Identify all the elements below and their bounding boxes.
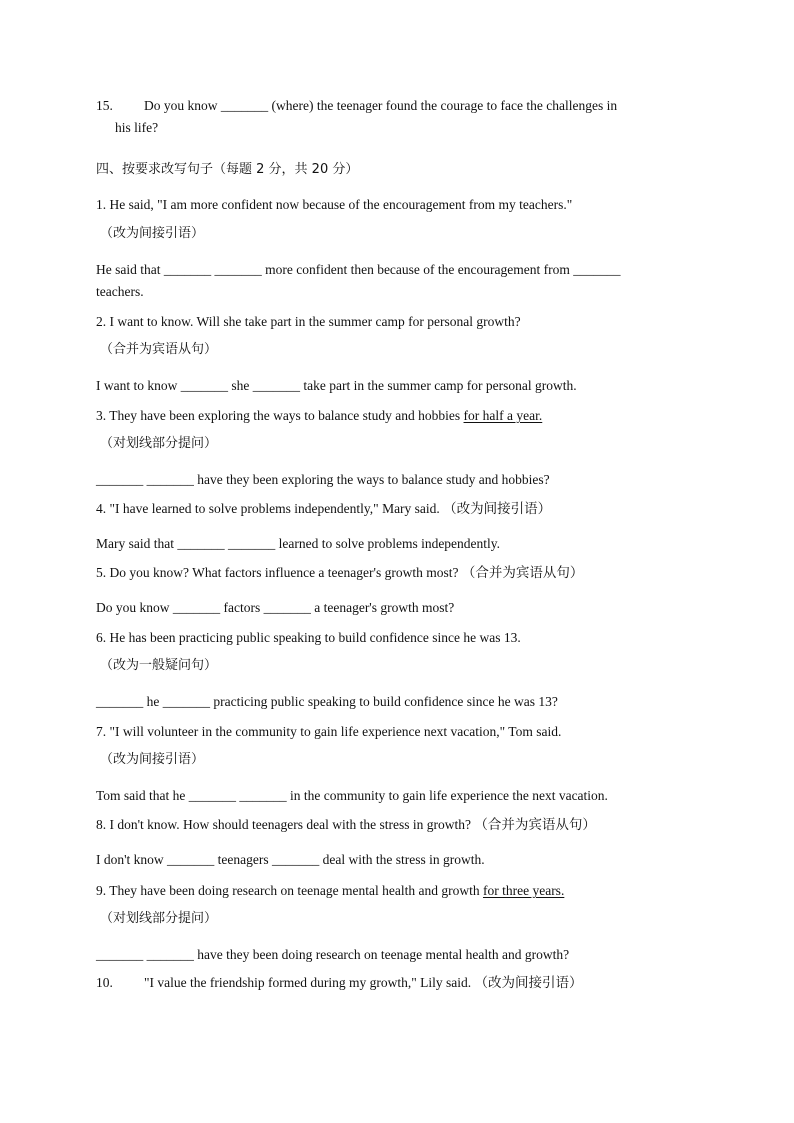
- item-6-instruction: （改为一般疑问句）: [100, 658, 218, 673]
- item-5-answer-line: Do you know _______ factors _______ a teenager's growth most?: [96, 600, 455, 615]
- item-3-question: [96, 408, 696, 424]
- question-15: [96, 98, 696, 114]
- underlined-phrase: for three years.: [482, 883, 565, 898]
- item-1-instruction: （改为间接引语）: [100, 226, 205, 241]
- item-1-answer-continued: teachers.: [96, 284, 144, 299]
- question-text: Do you know _______ (where) the teenager found the courage to face the challenges in: [144, 98, 618, 113]
- question-text: "I value the friendship formed during my growth," Lily said. （改为间接引语）: [144, 975, 583, 990]
- item-8-question: 8. I don't know. How should teenagers deal with the stress in growth? （合并为宾语从句）: [96, 817, 596, 832]
- question-number: 15.: [96, 98, 113, 113]
- question-number: 10.: [96, 975, 113, 990]
- item-9-question: [96, 883, 696, 899]
- underlined-phrase: for half a year.: [463, 408, 543, 423]
- item-6-answer-line: _______ he _______ practicing public speaking to build confidence since he was 13?: [96, 694, 558, 709]
- item-7-instruction: （改为间接引语）: [100, 752, 205, 767]
- item-1-answer-line: He said that _______ _______ more confident then because of the encouragement from _______: [96, 262, 621, 277]
- item-7-answer-line: Tom said that he _______ _______ in the community to gain life experience the next vacation.: [96, 788, 608, 803]
- item-3-instruction: （对划线部分提问）: [100, 436, 218, 451]
- section-title: 四、按要求改写句子（每题 2 分，共 20 分）: [96, 162, 359, 177]
- item-6-question: 6. He has been practicing public speaking to build confidence since he was 13.: [96, 630, 521, 645]
- question-text: 9. They have been doing research on teenage mental health and growth: [96, 883, 483, 898]
- item-2-question: 2. I want to know. Will she take part in the summer camp for personal growth?: [96, 314, 521, 329]
- item-2-instruction: （合并为宾语从句）: [100, 342, 218, 357]
- question-text: 3. They have been exploring the ways to balance study and hobbies: [96, 408, 464, 423]
- item-4-question: 4. "I have learned to solve problems independently," Mary said. （改为间接引语）: [96, 501, 552, 516]
- item-5-question: 5. Do you know? What factors influence a teenager's growth most? （合并为宾语从句）: [96, 565, 584, 580]
- item-9-instruction: （对划线部分提问）: [100, 911, 218, 926]
- item-4-answer-line: Mary said that _______ _______ learned to solve problems independently.: [96, 536, 501, 551]
- item-7-question: 7. "I will volunteer in the community to gain life experience next vacation," Tom said.: [96, 724, 562, 739]
- question-15-continued: his life?: [115, 120, 159, 135]
- item-1-question: 1. He said, "I am more confident now because of the encouragement from my teachers.": [96, 197, 573, 212]
- item-8-answer-line: I don't know _______ teenagers _______ deal with the stress in growth.: [96, 852, 485, 867]
- item-10-question: [96, 975, 696, 991]
- item-2-answer-line: I want to know _______ she _______ take part in the summer camp for personal growth.: [96, 378, 577, 393]
- item-9-answer-line: _______ _______ have they been doing research on teenage mental health and growth?: [96, 947, 570, 962]
- item-3-answer-line: _______ _______ have they been exploring the ways to balance study and hobbies?: [96, 472, 550, 487]
